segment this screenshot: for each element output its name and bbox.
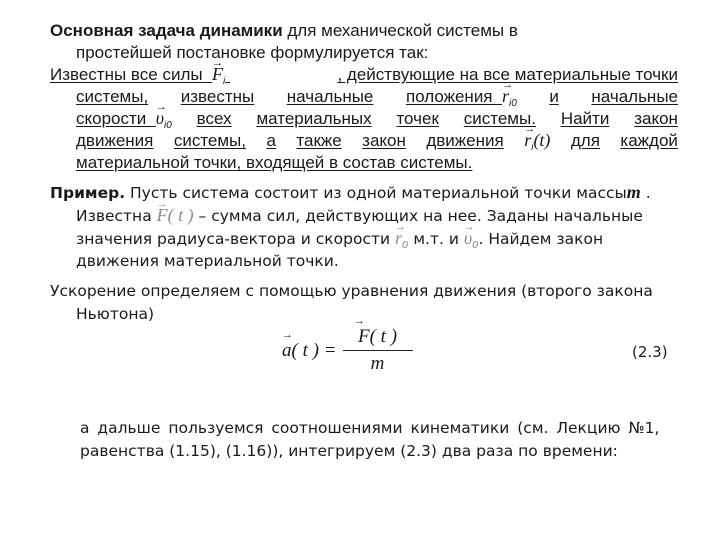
position-vector-symbol: → r <box>502 86 509 107</box>
word-vsekh: всех <box>196 109 232 128</box>
word-i: и <box>549 87 559 106</box>
heading-rest: для механической системы в <box>282 21 518 40</box>
intro-line-7 <box>76 152 472 173</box>
conclusion-line-1-text: а дальше пользуемся соотношениями кинематики (см. Лекцию №1, <box>80 419 660 437</box>
example-line-3-b: м.т. и <box>408 230 464 248</box>
formula-2-3 <box>282 326 413 375</box>
velocity-vector-sub: i0 <box>164 120 172 131</box>
example-line-3-c: . Найдем закон <box>478 230 604 248</box>
word-materialnykh: материальных <box>256 109 372 128</box>
example-line-3-a: значения радиуса-вектора и скорости <box>76 230 395 248</box>
word-takzhe: также <box>296 131 342 150</box>
word-dlya: для <box>570 131 600 150</box>
intro-line-3-a: Известны все силы → $F_i$ <box>50 64 230 88</box>
example-line-4: движения материальной точки. <box>76 252 339 270</box>
word-a: а <box>266 131 276 150</box>
intro-line-5 <box>76 108 678 132</box>
force-vector-sub: i <box>223 76 226 87</box>
word-kazhdoy: каждой <box>620 131 678 150</box>
word-sistemy-3: системы, <box>173 131 247 150</box>
word-nayti: Найти <box>560 109 610 128</box>
conclusion-line-2: равенства (1.15), (1.16)), интегрируем (2.3) два раза по времени: <box>80 442 618 460</box>
word-nachalnye-1: начальные <box>286 87 374 106</box>
word-izvestny: известны <box>180 87 255 106</box>
word-polozheniya: положения → $r_{i0}$ <box>406 86 517 110</box>
example-line-1-end: . <box>645 184 651 202</box>
formula-numerator: → F( t ) <box>354 326 401 348</box>
example-line-2-a: Известна <box>76 207 157 225</box>
conclusion-line-1 <box>80 418 678 439</box>
example-line-2-b: – сумма сил, действующих на нее. Заданы начальные <box>193 207 643 225</box>
accel-line-1: Ускорение определяем с помощью уравнения движения (второго закона <box>50 282 653 300</box>
initial-radius-symbol: → r <box>395 228 402 249</box>
intro-line-3 <box>50 64 678 88</box>
example-line-1 <box>50 182 651 204</box>
intro-line-7-text: материальной точки, входящей в состав системы. <box>76 153 473 172</box>
formula-fraction <box>343 326 413 375</box>
intro-line-1 <box>50 20 518 41</box>
word-nachalnye-2: начальные <box>591 87 678 106</box>
equation-number: (2.3) <box>632 343 668 361</box>
example-line-2 <box>76 205 643 227</box>
word-skorosti: скорости → $\upsilon_{i0}$ <box>76 108 172 132</box>
formula-denominator: m <box>370 353 385 374</box>
example-line-3 <box>76 228 603 252</box>
formula-lhs: → a( t ) = <box>282 340 337 362</box>
velocity-vector-symbol: → υ <box>156 108 164 129</box>
position-vector-sub: i0 <box>508 98 517 109</box>
word-dvizheniya-2: движения <box>426 131 504 150</box>
law-r-symbol: → r <box>524 130 531 151</box>
word-tochek: точек <box>396 109 439 128</box>
example-line-1-text: Пусть система состоит из одной материальной точки массы <box>125 184 627 202</box>
heading-bold: Основная задача динамики <box>50 21 283 40</box>
initial-velocity-sub: 0 <box>472 240 479 251</box>
law-of-motion-symbol <box>524 130 550 154</box>
word-sistemy: системы, <box>76 87 149 106</box>
force-of-t-symbol: → F( t ) <box>157 205 194 226</box>
mass-symbol: m <box>626 182 641 202</box>
word-sistemy-2: системы. <box>463 109 536 128</box>
word-zakon-2: закон <box>362 131 406 150</box>
word-zakon: закон <box>634 109 678 128</box>
fraction-bar <box>343 350 413 351</box>
accel-line-2: Ньютона) <box>76 305 155 323</box>
intro-line-3-b: , действующие на все материальные точки <box>337 65 678 84</box>
law-r-sub: i <box>531 142 534 153</box>
intro-line-6 <box>76 130 678 154</box>
initial-velocity-symbol: → υ <box>464 228 472 249</box>
word-dvizheniya-1: движения <box>76 131 154 150</box>
law-r-arg: (t) <box>533 130 551 150</box>
initial-radius-sub: 0 <box>402 240 409 251</box>
example-label: Пример. <box>50 184 126 202</box>
force-vector-symbol: → F <box>212 64 223 85</box>
intro-line-2: простейшей постановке формулируется так: <box>76 43 429 62</box>
